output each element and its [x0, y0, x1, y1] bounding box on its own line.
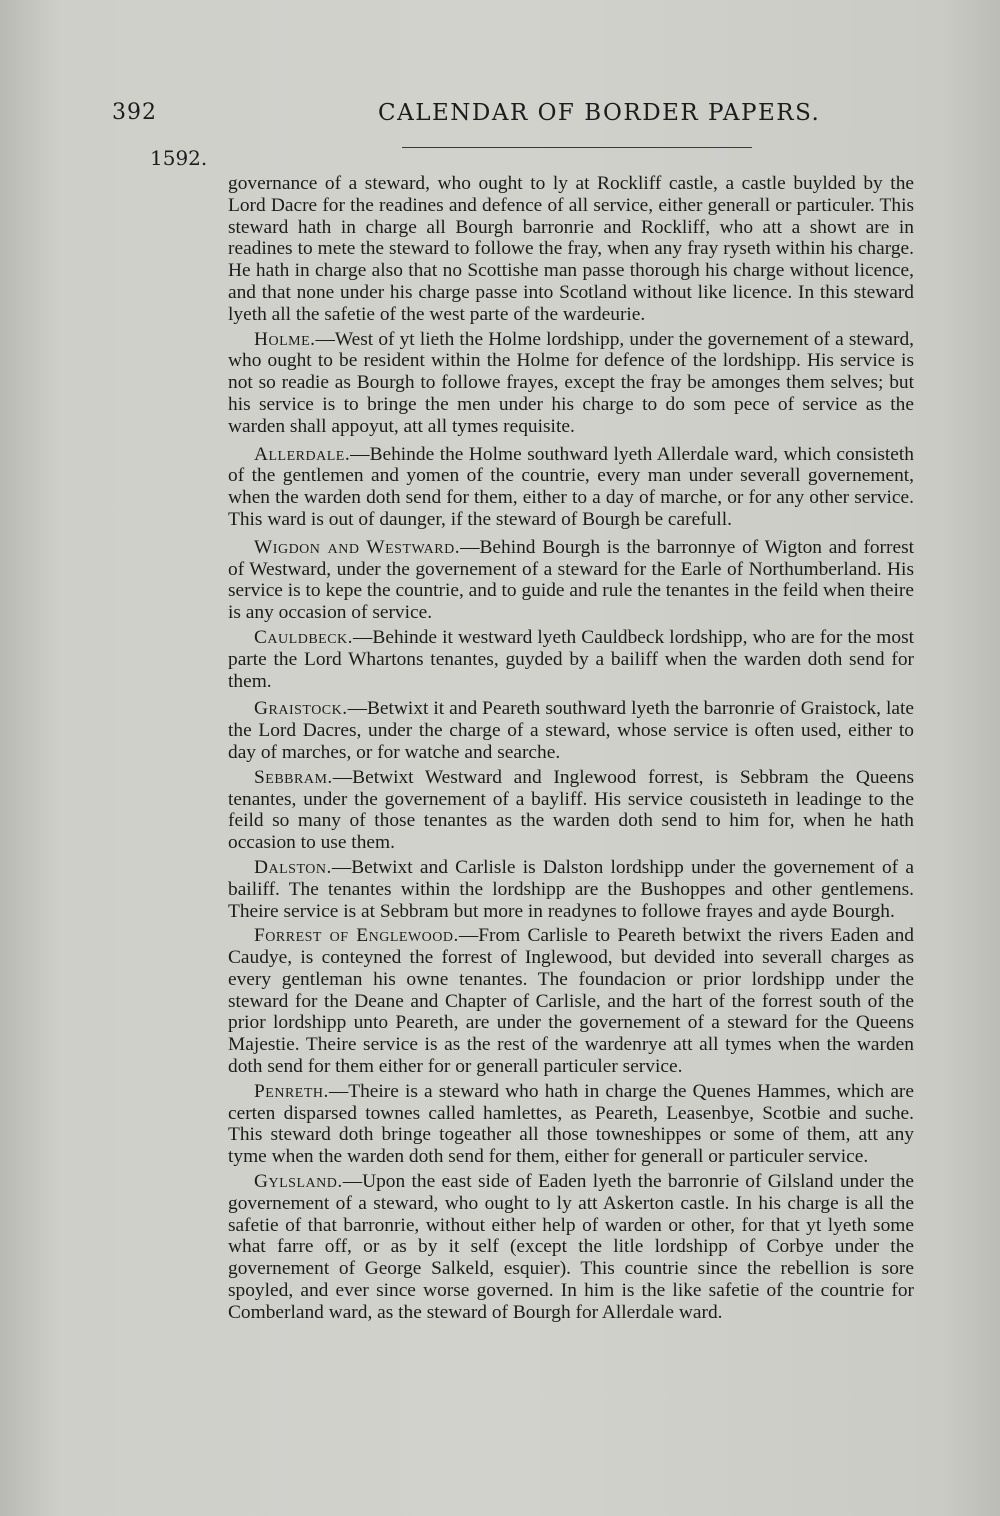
entry-text: —Betwixt and Carlisle is Dalston lordshipp under the governement of a bailiff. The tenantes within the lordshipp are the Bushoppes and other gentlemens. Theire service is at Sebbram but more in readynes to followe frayes and ayde Bourgh.: [228, 856, 914, 922]
entry-gylsland: [228, 1171, 914, 1324]
entry-penreth: [228, 1081, 914, 1168]
body-text: [228, 173, 914, 1327]
entry-heading: Penreth.: [254, 1080, 329, 1102]
entry-heading: Holme.: [254, 328, 316, 350]
entry-wigdon: [228, 537, 914, 624]
entry-heading: Forrest of Englewood.: [254, 925, 459, 947]
entry-text: —Behinde the Holme southward lyeth Allerdale ward, which consisteth of the gentlemen and yomen of the countrie, every man under severall governement, when the warden doth send for them, either to a day of marche, or for any other service. This ward is out of daunger, if the steward of Bourgh be carefull.: [228, 443, 914, 530]
entry-heading: Wigdon and Westward.: [254, 536, 461, 558]
entry-text: —Behind Bourgh is the barronnye of Wigton and forrest of Westward, under the governement of a steward for the Earle of Northumberland. His service is to kepe the countrie, and to guide and rule the tenantes in the feild when theire is any occasion of service.: [228, 536, 915, 624]
entry-heading: Cauldbeck.: [254, 626, 354, 648]
entry-heading: Allerdale.: [254, 443, 351, 465]
entry-sebbram: [228, 767, 914, 854]
entry-graistock: [228, 698, 914, 763]
entry-text: —Upon the east side of Eaden lyeth the barronrie of Gilsland under the governement of a steward, who ought to ly att Askerton castle. In his charge is all the safetie of that barronrie, without either help of warden or other, for that yt lyeth some what farre off, or as by it self (except the litle lordshipp of Corbye under the governement of George Salkeld, esquier). This countrie since the rebellion is sore spoyled, and ever since worse governed. In him is the like safetie of the countrie for Comberland ward, as the steward of Bourgh for Allerdale ward.: [228, 1171, 914, 1323]
page-number: 392: [112, 100, 157, 125]
entry-heading: Graistock.: [254, 698, 348, 720]
entry-text: —Theire is a steward who hath in charge the Quenes Hammes, which are certen disparsed townes called hamlettes, as Peareth, Leasenbye, Scotbie and suche. This steward doth bringe togeather all those towneshippes or some of them, att any tyme when the warden doth send for them, either for generall or particuler service.: [228, 1080, 914, 1168]
entry-cauldbeck: [228, 627, 914, 692]
running-title: CALENDAR OF BORDER PAPERS.: [378, 100, 821, 126]
entry-text: —Betwixt Westward and Inglewood forrest, is Sebbram the Queens tenantes, under the governement of a bayliff. His service cousisteth in leadinge to the feild so many of those tenantes as the warden doth send to him for, when he hath occasion to use them.: [228, 766, 914, 854]
entry-heading: Dalston.: [254, 856, 332, 878]
entry-dalston: [228, 857, 914, 922]
entry-heading: Sebbram.: [254, 766, 333, 788]
entry-forrest-of-englewood: [228, 925, 914, 1078]
entry-allerdale: [228, 444, 914, 531]
entry-text: —West of yt lieth the Holme lordshipp, under the governement of a steward, who ought to be resident within the Holme for defence of the lordshipp. His service is not so readie as Bourgh to followe frayes, except the fray be amonges them selves; but his service is to bringe the men under his charge to do som pece of service as the warden shall appoyut, att all tymes requisite.: [228, 328, 914, 437]
entry-text: —From Carlisle to Peareth betwixt the rivers Eaden and Caudye, is conteyned the forrest of Inglewood, but devided into severall charges as every gentleman his owne tenantes. The foundacion or prior lordshipp under the steward for the Deane and Chapter of Carlisle, and the hart of the forrest south of the prior lordshipp unto Peareth, are under the governement of a steward for the Queens Majestie. Theire service is as the rest of the wardenrye att all tymes when the warden doth send for them either for or generall particuler service.: [228, 925, 914, 1078]
entry-heading: Gylsland.: [254, 1171, 343, 1193]
intro-paragraph: governance of a steward, who ought to ly at Rockliff castle, a castle buylded by the Lord Dacre for the readines and defence of all service, either generall or particuler. This steward hath in charge all Bourgh barronrie and Rockliff, who att a showt are in readines to mete the steward to followe the fray, when any fray ryseth within his charge. He hath in charge also that no Scottishe man passe thorough his charge without licence, and that none under his charge passe into Scotland without like licence. In this steward lyeth all the safetie of the west parte of the wardeurie.: [228, 173, 914, 325]
entry-text: —Behinde it westward lyeth Cauldbeck lordshipp, who are for the most parte the Lord Whartons tenantes, guyded by a bailiff when the warden doth send for them.: [228, 626, 914, 692]
title-rule: [402, 147, 752, 148]
entry-text: —Betwixt it and Peareth southward lyeth the barronrie of Graistock, late the Lord Dacres, under the charge of a steward, whose service is often used, either to day of marches, or for watche and searche.: [228, 698, 914, 763]
entry-holme: [228, 329, 914, 438]
margin-year: 1592.: [150, 146, 208, 170]
